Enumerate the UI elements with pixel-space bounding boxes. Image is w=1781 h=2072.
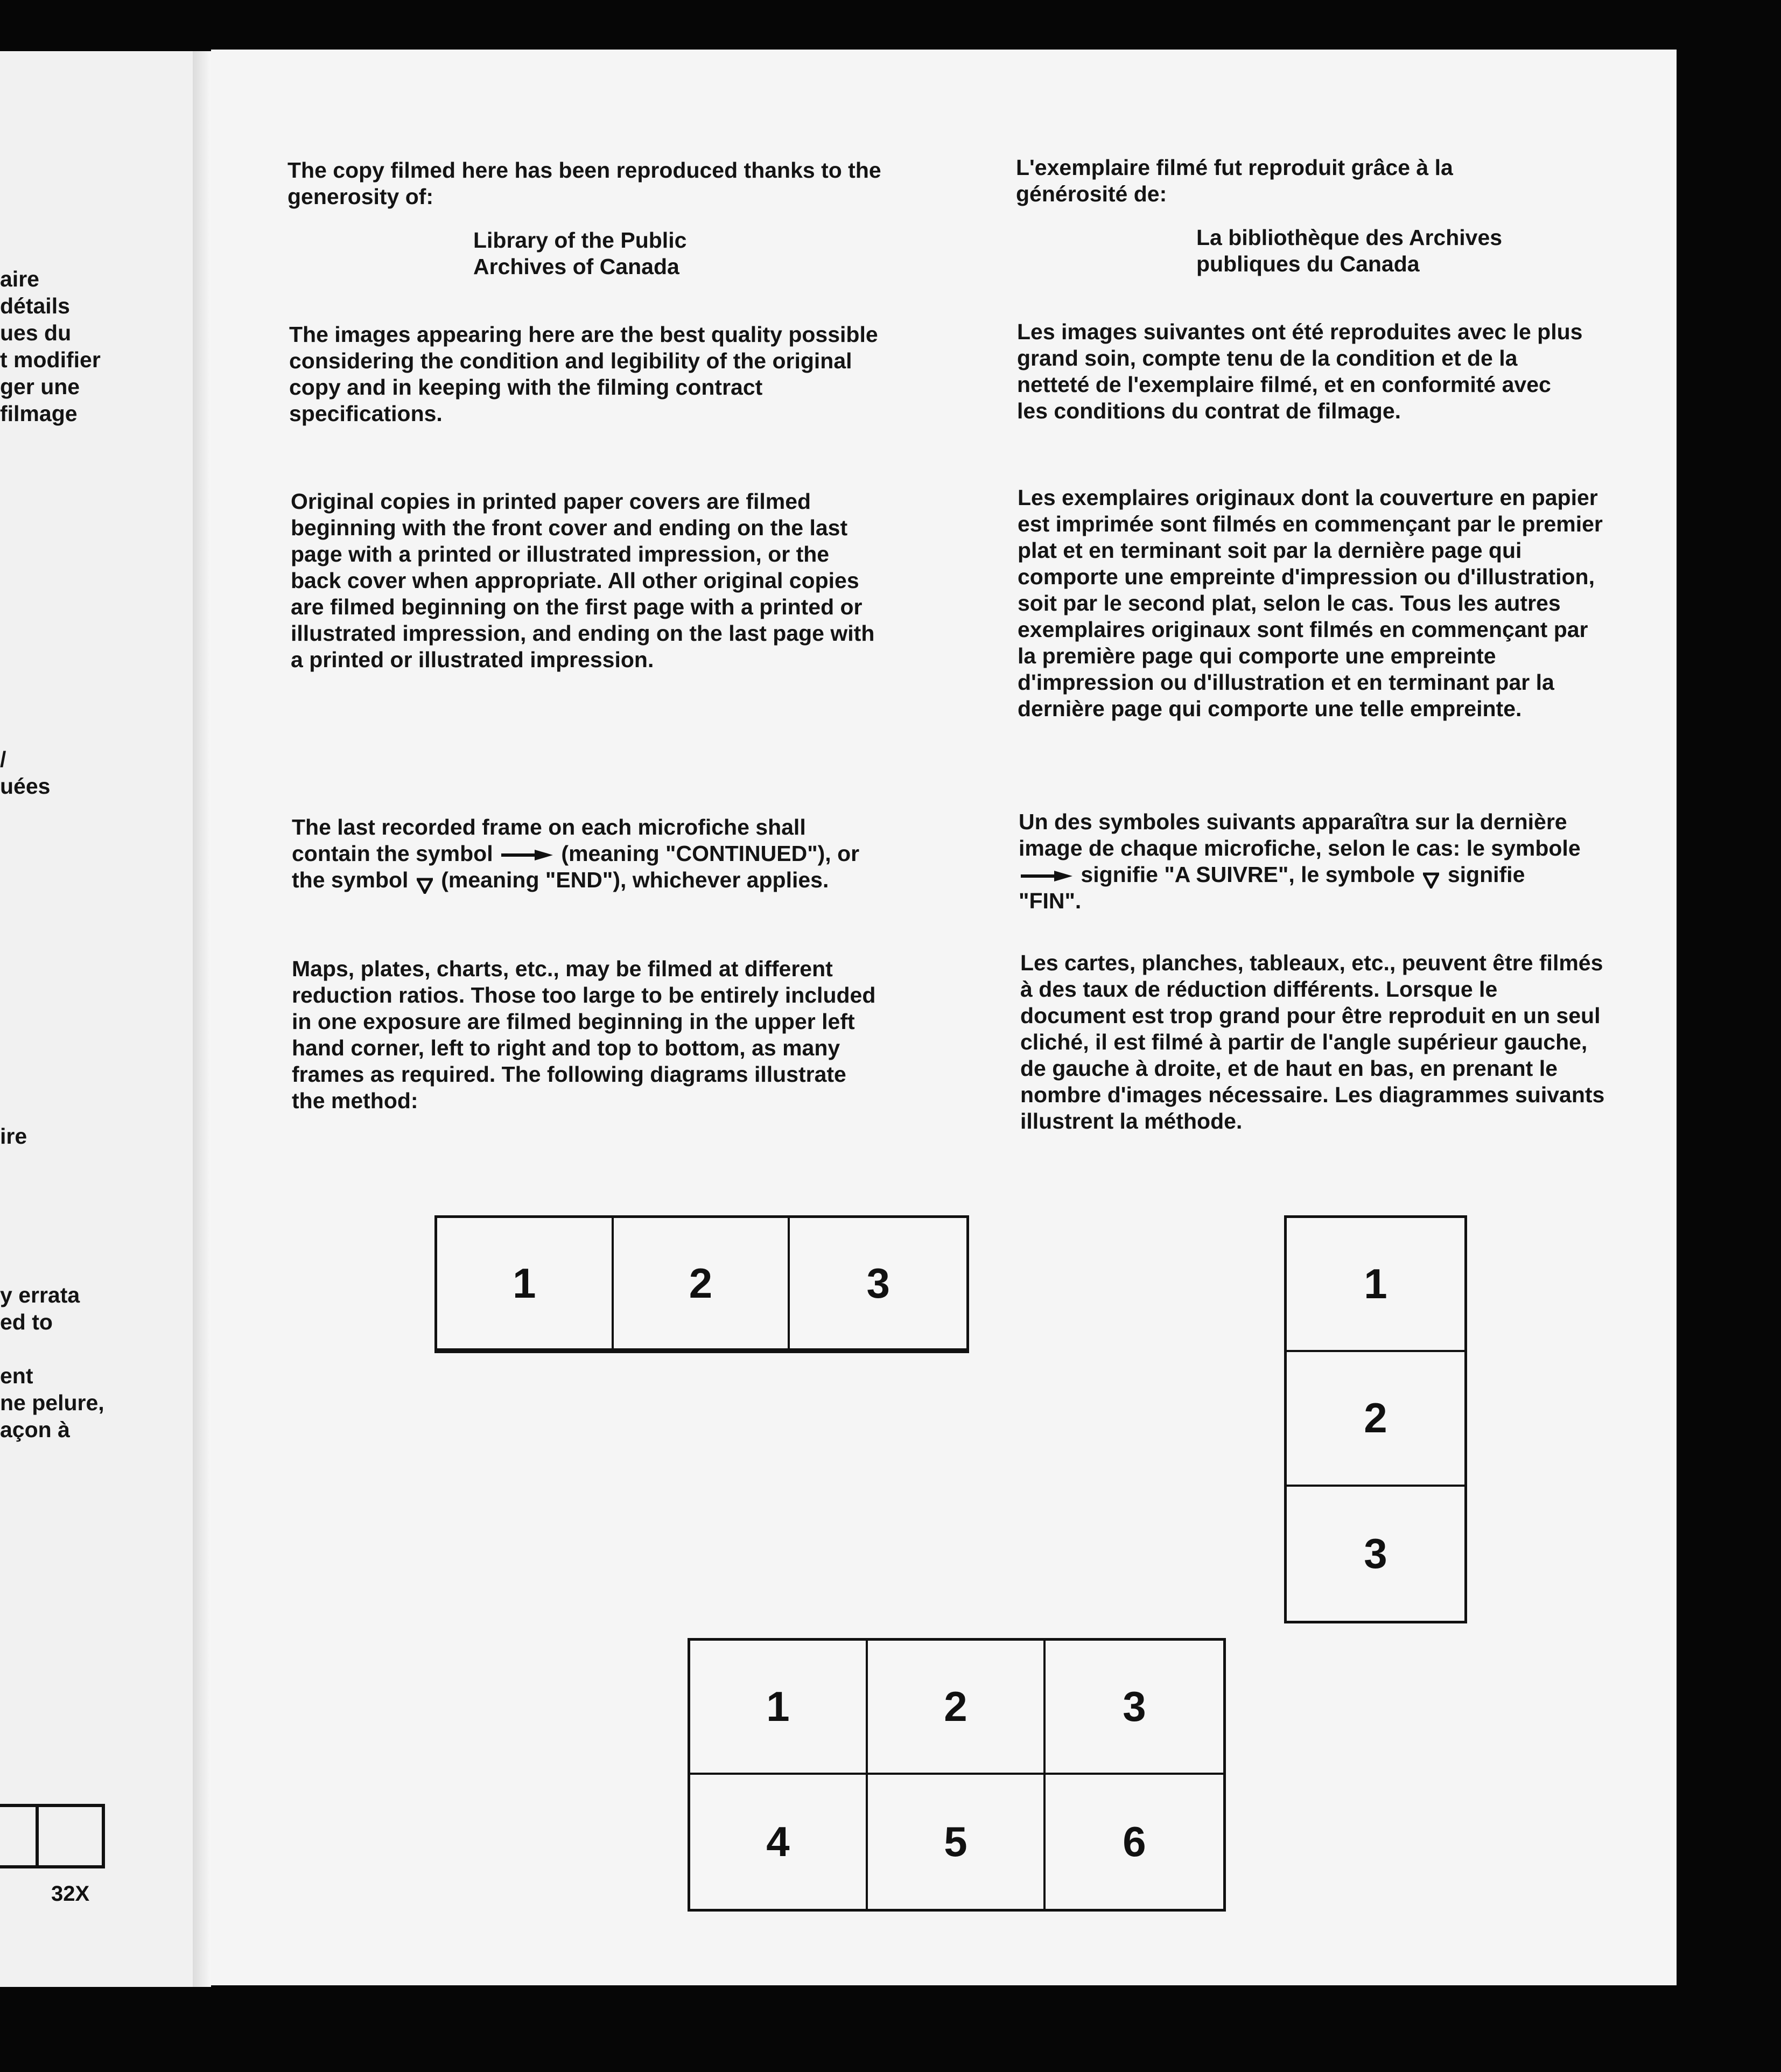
fragment-line: détails	[0, 293, 70, 318]
english-last-frame-part-b: (meaning "CONTINUED"), or the symbol	[292, 841, 860, 892]
fragment-line: t modifier	[0, 347, 101, 372]
continued-arrow-icon	[501, 850, 553, 860]
frame-cell: 2	[868, 1641, 1046, 1775]
frame-cell: 3	[1046, 1641, 1223, 1775]
english-images-paragraph: The images appearing here are the best quality possible considering the condition and legibility of the original copy and in keeping with the filming contract specifications.	[289, 322, 878, 426]
french-library-line-2: publiques du Canada	[1196, 251, 1420, 276]
frame-cell: 3	[1364, 1529, 1387, 1577]
page	[211, 50, 1677, 1985]
french-symbol-part-c: signifie "FIN".	[1019, 862, 1525, 913]
frame-cell: 5	[868, 1775, 1046, 1909]
english-originals-paragraph: Original copies in printed paper covers are filmed beginning with the front cover and ending on the last page with a printed or illustrated impression, or the back cover when appropriate. All other original copies are filmed beginning on the first page with a printed or illustrated impression, and ending on the last page with a printed or illustrated impression.	[291, 489, 875, 672]
french-maps-paragraph: Les cartes, planches, tableaux, etc., peuvent être filmés à des taux de réduction différents. Lorsque le document est trop grand pour être reproduit en un seul cliché, il est filmé à partir de l'angle supérieur gauche, de gauche à droite, et de haut en bas, en prenant le nombre d'images nécessaire. Les diagrammes suivants illustrent la méthode.	[1020, 950, 1605, 1133]
frame-cell: 4	[690, 1775, 868, 1909]
frame-cell: 2	[614, 1218, 790, 1350]
left-page-fragment	[0, 51, 211, 1987]
english-last-frame-part-c: (meaning "END"), whichever applies.	[441, 867, 829, 892]
french-symbol-paragraph	[1019, 809, 1589, 914]
french-symbol-part-b: signifie "A SUIVRE", le symbole	[1081, 862, 1415, 887]
frame-cell: 1	[690, 1641, 868, 1775]
page-fold	[193, 51, 211, 1987]
english-last-frame-paragraph	[292, 814, 879, 893]
fragment-line: ne pelure,	[0, 1390, 104, 1415]
reduction-label: 32X	[51, 1882, 90, 1906]
frame-cell: 1	[437, 1218, 614, 1350]
fragment-line: ire	[0, 1124, 27, 1149]
fragment-line: y errata	[0, 1283, 80, 1307]
english-thanks: The copy filmed here has been reproduced thanks to the generosity of:	[288, 158, 881, 209]
fragment-line: ger une	[0, 374, 80, 399]
continued-arrow-icon	[1021, 871, 1072, 881]
fragment-line: aire	[0, 267, 39, 291]
end-triangle-icon	[417, 873, 433, 890]
frame-cell: 3	[790, 1218, 966, 1350]
frame-cell: 6	[1123, 1818, 1146, 1865]
french-images-paragraph: Les images suivantes ont été reproduites avec le plus grand soin, compte tenu de la condition et de la netteté de l'exemplaire filmé, et en conformité avec les conditions du contrat de filmage.	[1017, 319, 1583, 423]
french-library-line-1: La bibliothèque des Archives	[1196, 225, 1503, 250]
fragment-line: ed to	[0, 1310, 53, 1334]
diagram-vertical-three-frames	[1284, 1215, 1467, 1623]
fragment-line: ues du	[0, 320, 72, 345]
fragment-line: filmage	[0, 401, 78, 426]
fragment-line: uées	[0, 774, 51, 799]
english-maps-paragraph: Maps, plates, charts, etc., may be filmed at different reduction ratios. Those too large to be entirely included in one exposure are filmed beginning in the upper left hand corner, left to right and top to bottom, as many frames as required. The following diagrams illustrate the method:	[292, 956, 876, 1113]
french-originals-paragraph: Les exemplaires originaux dont la couverture en papier est imprimée sont filmés en commençant par le premier plat et en terminant soit par la dernière page qui comporte une empreinte d'impression ou d'illustration, soit par le second plat, selon le cas. Tous les autres exemplaires originaux sont filmés en commençant par la première page qui comporte une empreinte d'impression ou d'illustration et en terminant par la dernière page qui comporte une telle empreinte.	[1018, 485, 1603, 721]
frame-cell: 1	[1287, 1218, 1464, 1352]
english-last-frame-part-a: The last recorded frame on each microfiche shall contain the symbol	[292, 815, 806, 866]
fragment-line: açon à	[0, 1417, 70, 1442]
end-triangle-icon	[1423, 868, 1439, 884]
fragment-line: ent	[0, 1363, 33, 1388]
diagram-horizontal-three-frames	[434, 1215, 969, 1353]
french-thanks: L'exemplaire filmé fut reproduit grâce à la générosité de:	[1016, 155, 1453, 206]
english-library-line-2: Archives of Canada	[473, 254, 679, 279]
fragment-slash: /	[0, 747, 6, 772]
english-library-line-1: Library of the Public	[473, 228, 687, 253]
diagram-grid-six-frames	[688, 1638, 1226, 1912]
frame-cell: 2	[1287, 1352, 1464, 1486]
reduction-scale-boxes	[0, 1804, 105, 1868]
french-symbol-part-a: Un des symboles suivants apparaîtra sur la dernière image de chaque microfiche, selon le cas: le symbole	[1019, 809, 1581, 860]
